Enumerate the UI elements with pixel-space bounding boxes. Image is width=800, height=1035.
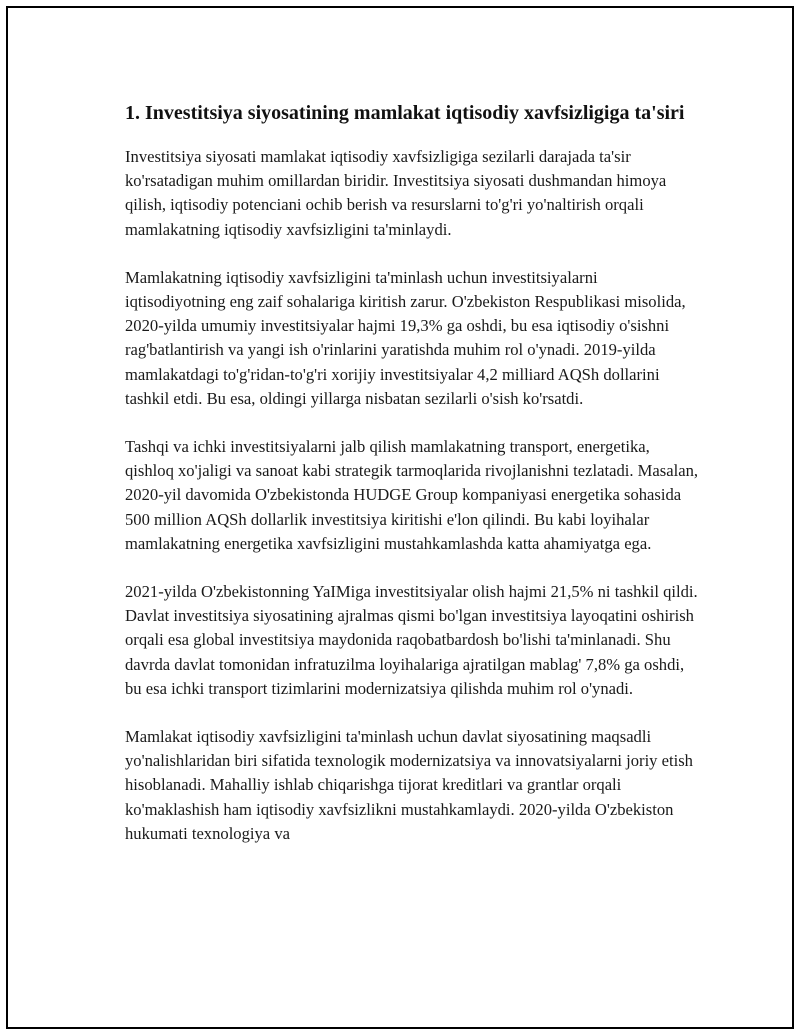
paragraph-4: 2021-yilda O'zbekistonning YaIMiga investitsiyalar olish hajmi 21,5% ni tashkil qildi. Davlat investitsiya siyosatining ajralmas qismi bo'lgan investitsiya layoqatini oshirish orqali esa global investitsiya maydonida raqobatbardosh bo'lishi ta'minlanadi. Shu davrda davlat tomonidan infratuzilma loyihalariga ajratilgan mablag' 7,8% ga oshdi, bu esa ichki transport tizimlarini modernizatsiya qilishda muhim rol o'ynadi. [125, 582, 698, 698]
paragraph-1: Investitsiya siyosati mamlakat iqtisodiy xavfsizligiga sezilarli darajada ta'sir ko'rsatadigan muhim omillardan biridir. Investitsiya siyosati dushmandan himoya qilish, iqtisodiy potenciani ochib berish va resurslarni to'g'ri yo'naltirish orqali mamlakatning iqtisodiy xavfsizligini ta'minlaydi. [125, 147, 667, 239]
paragraph-5: Mamlakat iqtisodiy xavfsizligini ta'minlash uchun davlat siyosatining maqsadli yo'nalishlaridan biri sifatida texnologik modernizatsiya va innovatsiyalarni joriy etish hisoblanadi. Mahalliy ishlab chiqarishga tijorat kreditlari va grantlar orqali ko'maklashish ham iqtisodiy xavfsizlikni mustahkamlaydi. 2020-yilda O'zbekiston hukumati texnologiya va [125, 727, 693, 843]
paragraph-2: Mamlakatning iqtisodiy xavfsizligini ta'minlash uchun investitsiyalarni iqtisodiyotning eng zaif sohalariga kiritish zarur. O'zbekiston Respublikasi misolida, 2020-yilda umumiy investitsiyalar hajmi 19,3% ga oshdi, bu esa iqtisodiy o'sishni rag'batlantirish va yangi ish o'rinlarini yaratishda muhim rol o'ynadi. 2019-yilda mamlakatdagi to'g'ridan-to'g'ri xorijiy investitsiyalar 4,2 milliard AQSh dollarini tashkil etdi. Bu esa, oldingi yillarga nisbatan sezilarli o'sish ko'rsatdi. [125, 267, 686, 408]
page-frame [6, 6, 794, 1029]
section-title: 1. Investitsiya siyosatining mamlakat iqtisodiy xavfsizligiga ta'siri [125, 102, 685, 124]
document-body [125, 100, 700, 870]
paragraph-3: Tashqi va ichki investitsiyalarni jalb qilish mamlakatning transport, energetika, qishloq xo'jaligi va sanoat kabi strategik tarmoqlarida rivojlanishni tezlatadi. Masalan, 2020-yil davomida O'zbekistonda HUDGE Group kompaniyasi energetika sohasida 500 million AQSh dollarlik investitsiya kiritishi e'lon qilindi. Bu kabi loyihalar mamlakatning energetika xavfsizligini mustahkamlashda katta ahamiyatga ega. [125, 437, 699, 553]
